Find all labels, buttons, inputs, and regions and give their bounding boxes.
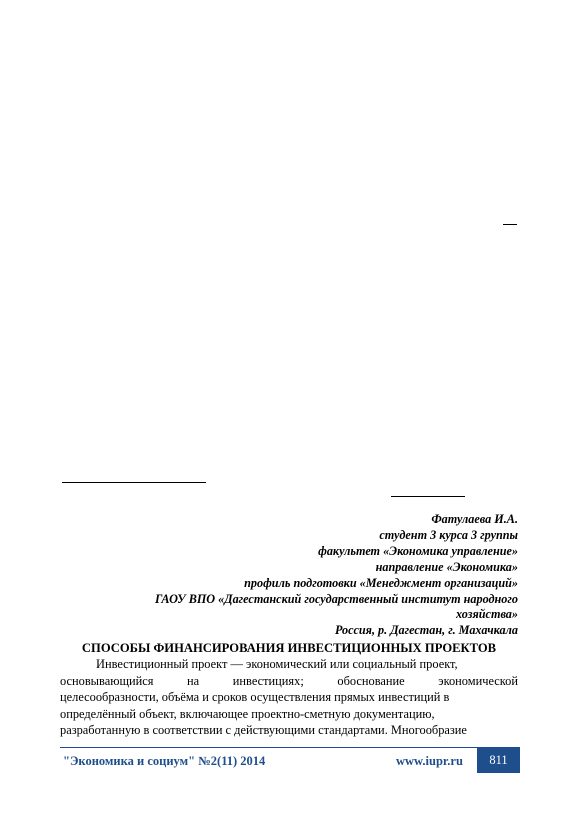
body-line	[60, 656, 518, 673]
author-block	[60, 512, 518, 639]
author-direction: направление «Экономика»	[375, 559, 518, 574]
author-course: студент 3 курса 3 группы	[379, 527, 518, 542]
journal-website-link[interactable]: www.iupr.ru	[396, 754, 463, 768]
body-word-group: разработанную в соответствии с действующими стандартами. Многообразие	[60, 723, 467, 738]
body-word-group: Инвестиционный проект — экономический или социальный проект,	[96, 657, 458, 671]
author-profile: профиль подготовки «Менеджмент организаций»	[244, 575, 518, 590]
author-institution-line-2: хозяйства»	[456, 607, 518, 622]
body-line	[60, 673, 518, 690]
dash-mark	[503, 224, 517, 225]
footnote-separator-rule	[62, 482, 206, 483]
body-word-group: на	[187, 673, 200, 688]
body-line	[60, 689, 518, 706]
body-word-group: целесообразности, объёма и сроков осуществления прямых инвестиций в	[60, 690, 450, 705]
article-title: СПОСОБЫ ФИНАНСИРОВАНИЯ ИНВЕСТИЦИОННЫХ ПРОЕКТОВ	[81, 641, 497, 655]
body-line	[60, 722, 518, 739]
body-word-group: инвестициях;	[232, 673, 304, 688]
body-word-group: основывающийся	[60, 673, 154, 688]
body-word-group: определённый объект, включающее проектно-сметную документацию,	[60, 706, 435, 721]
journal-citation: "Экономика и социум" №2(11) 2014	[63, 754, 266, 768]
body-word-group: экономической	[438, 673, 518, 688]
page-number-badge: 811	[477, 748, 520, 773]
author-institution-line-1: ГАОУ ВПО «Дагестанский государственный институт народного	[154, 591, 518, 606]
article-body	[60, 656, 518, 739]
author-location: Россия, р. Дагестан, г. Махачкала	[334, 623, 518, 638]
author-name: Фатулаева И.А.	[431, 512, 518, 526]
body-line	[60, 706, 518, 723]
author-faculty: факультет «Экономика управление»	[318, 543, 518, 558]
short-rule	[391, 496, 465, 497]
body-word-group: обоснование	[337, 673, 405, 688]
footer-rule	[60, 747, 520, 748]
